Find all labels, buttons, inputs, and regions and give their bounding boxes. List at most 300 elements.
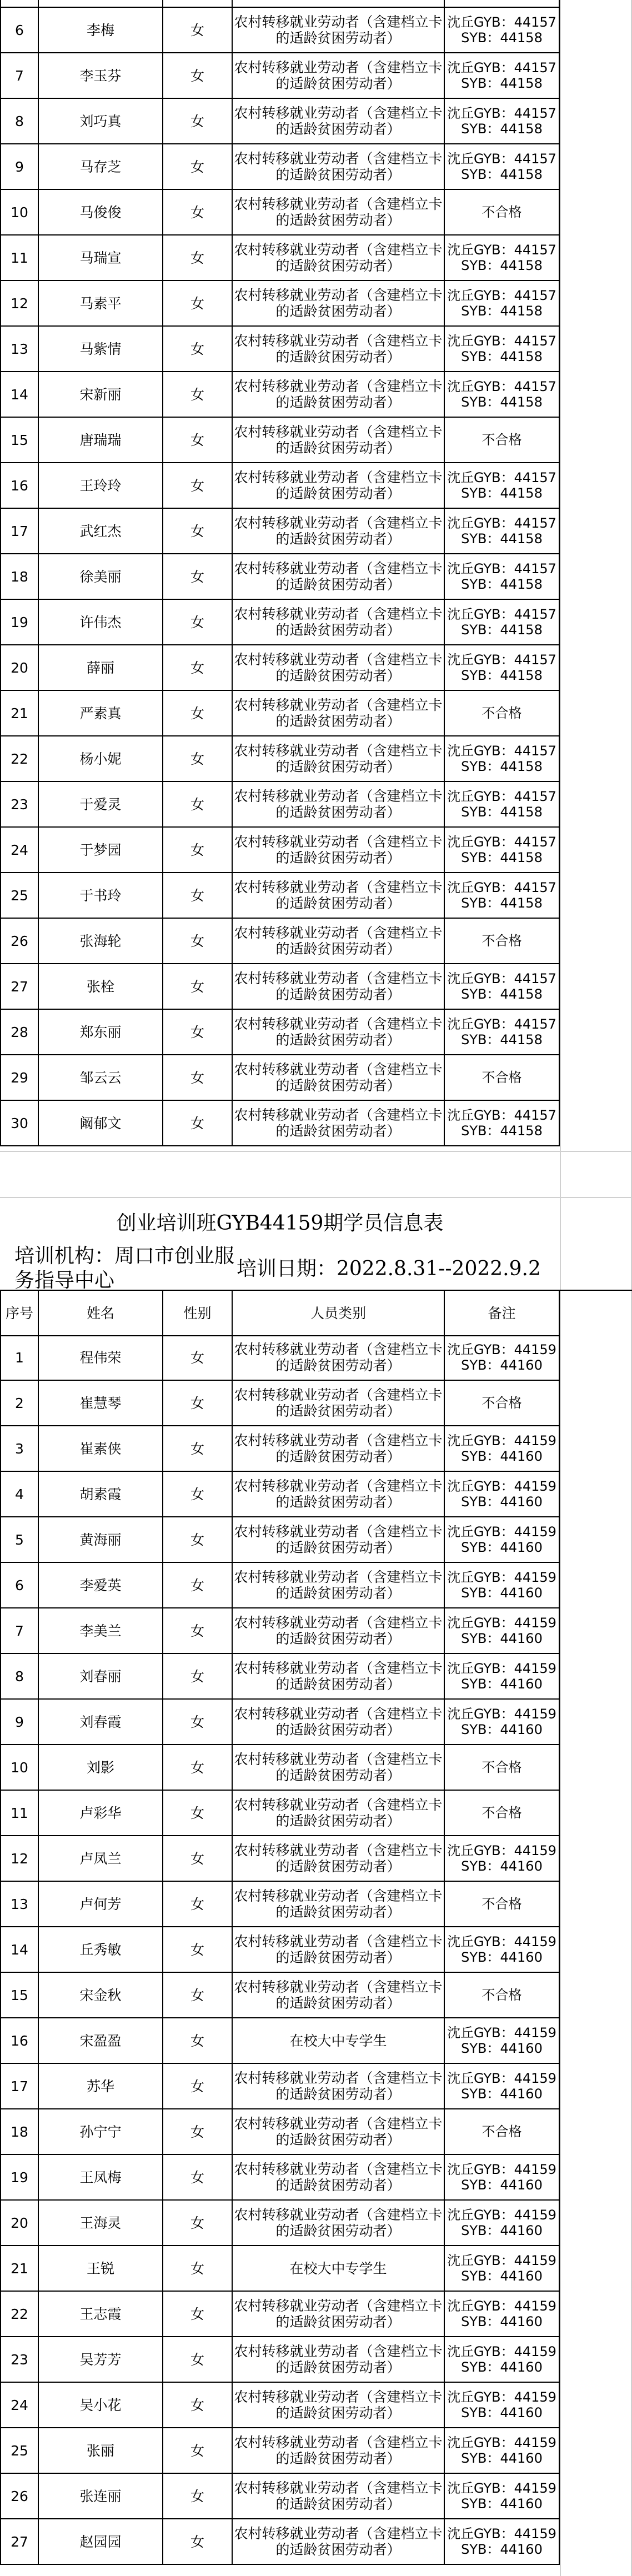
row-name: 胡素霞 (39, 1472, 163, 1517)
row-remark: 沈丘GYB：44159 SYB：44160 (445, 1927, 560, 1973)
row-index: 18 (0, 2109, 39, 2155)
row-category: 农村转移就业劳动者（含建档立卡的适龄贫困劳动者） (233, 99, 445, 144)
row-gender: 女 (163, 2064, 233, 2109)
row-index: 6 (0, 1563, 39, 1608)
row-name: 王海灵 (39, 2201, 163, 2246)
row-category: 农村转移就业劳动者（含建档立卡的适龄贫困劳动者） (233, 1882, 445, 1927)
header-remark: 备注 (445, 1291, 560, 1336)
row-name: 邹云云 (39, 1055, 163, 1101)
row-name: 王玲玲 (39, 463, 163, 509)
row-gender: 女 (163, 1973, 233, 2018)
table-row (0, 53, 632, 99)
table-row (0, 2519, 632, 2565)
row-category: 农村转移就业劳动者（含建档立卡的适龄贫困劳动者） (233, 2383, 445, 2428)
row-gender: 女 (163, 327, 233, 372)
row-category: 农村转移就业劳动者（含建档立卡的适龄贫困劳动者） (233, 1055, 445, 1101)
row-category: 农村转移就业劳动者（含建档立卡的适龄贫困劳动者） (233, 2337, 445, 2383)
row-remark: 沈丘GYB：44157 SYB：44158 (445, 1010, 560, 1055)
row-name: 刘巧真 (39, 99, 163, 144)
row-name: 卢何芳 (39, 1882, 163, 1927)
row-remark: 不合格 (445, 1882, 560, 1927)
row-gender: 女 (163, 1472, 233, 1517)
row-gender: 女 (163, 919, 233, 964)
row-gender: 女 (163, 2246, 233, 2292)
row-gender: 女 (163, 1700, 233, 1745)
row-category: 农村转移就业劳动者（含建档立卡的适龄贫困劳动者） (233, 554, 445, 600)
table-row (0, 1381, 632, 1426)
row-category: 农村转移就业劳动者（含建档立卡的适龄贫困劳动者） (233, 919, 445, 964)
row-remark: 不合格 (445, 1745, 560, 1791)
row-gender: 女 (163, 1101, 233, 1146)
row-remark: 沈丘GYB：44157 SYB：44158 (445, 53, 560, 99)
row-remark: 沈丘GYB：44157 SYB：44158 (445, 235, 560, 281)
table-row (0, 190, 632, 235)
table-row (0, 8, 632, 53)
row-index: 28 (0, 1010, 39, 1055)
row-remark: 沈丘GYB：44159 SYB：44160 (445, 1517, 560, 1563)
table-row (0, 1700, 632, 1745)
row-index: 8 (0, 99, 39, 144)
table-row (0, 281, 632, 327)
row-gender: 女 (163, 144, 233, 190)
table-row (0, 1010, 632, 1055)
table-row (0, 554, 632, 600)
table-row (0, 828, 632, 873)
row-remark: 沈丘GYB：44159 SYB：44160 (445, 2064, 560, 2109)
row-index: 15 (0, 1973, 39, 2018)
row-category: 农村转移就业劳动者（含建档立卡的适龄贫困劳动者） (233, 1563, 445, 1608)
row-category: 农村转移就业劳动者（含建档立卡的适龄贫困劳动者） (233, 2109, 445, 2155)
row-gender: 女 (163, 281, 233, 327)
row-index: 14 (0, 372, 39, 418)
row-remark: 沈丘GYB：44159 SYB：44160 (445, 1836, 560, 1882)
row-category: 农村转移就业劳动者（含建档立卡的适龄贫困劳动者） (233, 1472, 445, 1517)
row-name: 许伟杰 (39, 600, 163, 645)
row-remark: 沈丘GYB：44159 SYB：44160 (445, 1472, 560, 1517)
row-index: 15 (0, 418, 39, 463)
row-index: 25 (0, 2428, 39, 2474)
row-gender: 女 (163, 2337, 233, 2383)
table-row (0, 99, 632, 144)
table-row (0, 1055, 632, 1101)
row-remark: 沈丘GYB：44159 SYB：44160 (445, 1654, 560, 1700)
row-category: 农村转移就业劳动者（含建档立卡的适龄贫困劳动者） (233, 8, 445, 53)
row-category: 农村转移就业劳动者（含建档立卡的适龄贫困劳动者） (233, 2292, 445, 2337)
row-name: 唐瑞瑞 (39, 418, 163, 463)
row-index: 12 (0, 1836, 39, 1882)
row-index: 27 (0, 964, 39, 1010)
row-remark: 沈丘GYB：44157 SYB：44158 (445, 509, 560, 554)
row-category: 农村转移就业劳动者（含建档立卡的适龄贫困劳动者） (233, 691, 445, 736)
table-row (0, 1836, 632, 1882)
row-index: 8 (0, 1654, 39, 1700)
row-remark: 不合格 (445, 1055, 560, 1101)
table-row (0, 1882, 632, 1927)
row-index: 6 (0, 8, 39, 53)
row-index: 9 (0, 144, 39, 190)
row-category: 农村转移就业劳动者（含建档立卡的适龄贫困劳动者） (233, 1700, 445, 1745)
row-name: 张丽 (39, 2428, 163, 2474)
table-row (0, 509, 632, 554)
row-category: 农村转移就业劳动者（含建档立卡的适龄贫困劳动者） (233, 1927, 445, 1973)
row-category: 农村转移就业劳动者（含建档立卡的适龄贫困劳动者） (233, 1973, 445, 2018)
row-gender: 女 (163, 1882, 233, 1927)
row-gender: 女 (163, 645, 233, 691)
table-row (0, 1563, 632, 1608)
row-category: 农村转移就业劳动者（含建档立卡的适龄贫困劳动者） (233, 645, 445, 691)
row-remark: 不合格 (445, 2109, 560, 2155)
table-row (0, 964, 632, 1010)
row-category: 农村转移就业劳动者（含建档立卡的适龄贫困劳动者） (233, 190, 445, 235)
row-name: 马紫情 (39, 327, 163, 372)
row-name: 于爱灵 (39, 782, 163, 828)
row-gender: 女 (163, 1836, 233, 1882)
row-name: 马俊俊 (39, 190, 163, 235)
row-remark: 沈丘GYB：44159 SYB：44160 (445, 1563, 560, 1608)
row-name: 卢彩华 (39, 1791, 163, 1836)
row-gender: 女 (163, 235, 233, 281)
row-name: 郑东丽 (39, 1010, 163, 1055)
table-b-title: 创业培训班GYB44159期学员信息表 (116, 1212, 444, 1235)
row-name: 薛丽 (39, 645, 163, 691)
row-index: 26 (0, 2474, 39, 2519)
row-name: 王锐 (39, 2246, 163, 2292)
row-index: 13 (0, 327, 39, 372)
table-row (0, 2383, 632, 2428)
table-b-header-row (0, 1290, 632, 1336)
row-remark: 沈丘GYB：44157 SYB：44158 (445, 645, 560, 691)
row-remark: 沈丘GYB：44157 SYB：44158 (445, 736, 560, 782)
row-category: 农村转移就业劳动者（含建档立卡的适龄贫困劳动者） (233, 782, 445, 828)
table-row (0, 919, 632, 964)
row-index: 18 (0, 554, 39, 600)
row-category: 农村转移就业劳动者（含建档立卡的适龄贫困劳动者） (233, 281, 445, 327)
table-row (0, 2474, 632, 2519)
row-name: 孙宁宁 (39, 2109, 163, 2155)
row-remark: 沈丘GYB：44157 SYB：44158 (445, 8, 560, 53)
row-gender: 女 (163, 2201, 233, 2246)
row-name: 刘影 (39, 1745, 163, 1791)
row-index: 27 (0, 2519, 39, 2565)
table-row (0, 2292, 632, 2337)
table-row (0, 782, 632, 828)
table-row (0, 2246, 632, 2292)
table-row (0, 1472, 632, 1517)
table-row (0, 1791, 632, 1836)
row-remark: 沈丘GYB：44157 SYB：44158 (445, 782, 560, 828)
row-category: 农村转移就业劳动者（含建档立卡的适龄贫困劳动者） (233, 1608, 445, 1654)
row-remark: 沈丘GYB：44157 SYB：44158 (445, 1101, 560, 1146)
training-org-label: 培训机构：周口市创业服务指导中心 (14, 1245, 235, 1292)
row-remark: 沈丘GYB：44157 SYB：44158 (445, 828, 560, 873)
row-remark: 不合格 (445, 919, 560, 964)
row-remark: 沈丘GYB：44159 SYB：44160 (445, 1700, 560, 1745)
row-index: 26 (0, 919, 39, 964)
row-index: 20 (0, 645, 39, 691)
row-category: 农村转移就业劳动者（含建档立卡的适龄贫困劳动者） (233, 964, 445, 1010)
table-row (0, 1745, 632, 1791)
table-row (0, 2018, 632, 2064)
row-name: 武红杰 (39, 509, 163, 554)
table-row (0, 1101, 632, 1146)
row-name: 李玉芬 (39, 53, 163, 99)
row-remark: 沈丘GYB：44159 SYB：44160 (445, 2292, 560, 2337)
row-index: 2 (0, 1381, 39, 1426)
row-name: 吴芳芳 (39, 2337, 163, 2383)
row-category: 农村转移就业劳动者（含建档立卡的适龄贫困劳动者） (233, 1335, 445, 1381)
row-name: 宋金秋 (39, 1973, 163, 2018)
table-row (0, 2428, 632, 2474)
row-index: 17 (0, 509, 39, 554)
row-name: 杨小妮 (39, 736, 163, 782)
row-category: 农村转移就业劳动者（含建档立卡的适龄贫困劳动者） (233, 144, 445, 190)
row-index: 1 (0, 1335, 39, 1381)
row-remark: 沈丘GYB：44157 SYB：44158 (445, 144, 560, 190)
row-name: 马素平 (39, 281, 163, 327)
table-row (0, 144, 632, 190)
table-row (0, 1517, 632, 1563)
row-gender: 女 (163, 372, 233, 418)
row-gender: 女 (163, 2428, 233, 2474)
row-gender: 女 (163, 2018, 233, 2064)
row-category: 农村转移就业劳动者（含建档立卡的适龄贫困劳动者） (233, 1010, 445, 1055)
row-gender: 女 (163, 2109, 233, 2155)
row-gender: 女 (163, 190, 233, 235)
row-index: 29 (0, 1055, 39, 1101)
row-gender: 女 (163, 1010, 233, 1055)
row-index: 10 (0, 190, 39, 235)
row-index: 14 (0, 1927, 39, 1973)
table-row (0, 1426, 632, 1472)
row-gender: 女 (163, 53, 233, 99)
table-row (0, 2064, 632, 2109)
row-name: 刘春霞 (39, 1700, 163, 1745)
row-remark: 沈丘GYB：44157 SYB：44158 (445, 372, 560, 418)
row-name: 李美兰 (39, 1608, 163, 1654)
row-category: 农村转移就业劳动者（含建档立卡的适龄贫困劳动者） (233, 2064, 445, 2109)
row-index: 23 (0, 2337, 39, 2383)
row-name: 李爱英 (39, 1563, 163, 1608)
row-gender: 女 (163, 99, 233, 144)
row-gender: 女 (163, 418, 233, 463)
row-gender: 女 (163, 2155, 233, 2201)
row-index: 7 (0, 1608, 39, 1654)
row-category: 农村转移就业劳动者（含建档立卡的适龄贫困劳动者） (233, 600, 445, 645)
row-name: 宋新丽 (39, 372, 163, 418)
clipped-top-row (0, 0, 632, 8)
row-category: 农村转移就业劳动者（含建档立卡的适龄贫困劳动者） (233, 509, 445, 554)
row-gender: 女 (163, 1927, 233, 1973)
row-remark: 不合格 (445, 691, 560, 736)
row-category: 农村转移就业劳动者（含建档立卡的适龄贫困劳动者） (233, 873, 445, 919)
row-index: 25 (0, 873, 39, 919)
row-name: 丘秀敏 (39, 1927, 163, 1973)
row-gender: 女 (163, 463, 233, 509)
table-row (0, 645, 632, 691)
row-remark: 沈丘GYB：44157 SYB：44158 (445, 873, 560, 919)
row-gender: 女 (163, 1517, 233, 1563)
row-name: 徐美丽 (39, 554, 163, 600)
row-name: 张海轮 (39, 919, 163, 964)
row-name: 宋盈盈 (39, 2018, 163, 2064)
row-name: 马瑞宣 (39, 235, 163, 281)
row-category: 农村转移就业劳动者（含建档立卡的适龄贫困劳动者） (233, 418, 445, 463)
row-gender: 女 (163, 964, 233, 1010)
row-name: 崔素侠 (39, 1426, 163, 1472)
table-row (0, 1927, 632, 1973)
header-category: 人员类别 (233, 1291, 445, 1336)
row-category: 农村转移就业劳动者（含建档立卡的适龄贫困劳动者） (233, 372, 445, 418)
row-name: 崔慧琴 (39, 1381, 163, 1426)
row-remark: 沈丘GYB：44159 SYB：44160 (445, 1335, 560, 1381)
row-gender: 女 (163, 2474, 233, 2519)
row-index: 19 (0, 600, 39, 645)
table-row (0, 1654, 632, 1700)
row-gender: 女 (163, 828, 233, 873)
row-index: 21 (0, 2246, 39, 2292)
header-name: 姓名 (39, 1291, 163, 1336)
row-index: 24 (0, 828, 39, 873)
row-remark: 沈丘GYB：44159 SYB：44160 (445, 2155, 560, 2201)
row-index: 19 (0, 2155, 39, 2201)
row-name: 吴小花 (39, 2383, 163, 2428)
table-row (0, 600, 632, 645)
row-name: 赵园园 (39, 2519, 163, 2565)
table-row (0, 2109, 632, 2155)
table-row (0, 2155, 632, 2201)
row-gender: 女 (163, 8, 233, 53)
row-name: 马存芝 (39, 144, 163, 190)
table-row (0, 2337, 632, 2383)
row-gender: 女 (163, 1608, 233, 1654)
row-gender: 女 (163, 2292, 233, 2337)
row-index: 13 (0, 1882, 39, 1927)
row-category: 农村转移就业劳动者（含建档立卡的适龄贫困劳动者） (233, 2201, 445, 2246)
row-index: 4 (0, 1472, 39, 1517)
row-gender: 女 (163, 1381, 233, 1426)
row-index: 16 (0, 2018, 39, 2064)
row-name: 于梦园 (39, 828, 163, 873)
row-remark: 沈丘GYB：44159 SYB：44160 (445, 1426, 560, 1472)
table-row (0, 736, 632, 782)
row-category: 农村转移就业劳动者（含建档立卡的适龄贫困劳动者） (233, 53, 445, 99)
row-remark: 沈丘GYB：44159 SYB：44160 (445, 2519, 560, 2565)
row-remark: 沈丘GYB：44159 SYB：44160 (445, 2474, 560, 2519)
row-name: 王志霞 (39, 2292, 163, 2337)
row-category: 农村转移就业劳动者（含建档立卡的适龄贫困劳动者） (233, 2519, 445, 2565)
row-gender: 女 (163, 1654, 233, 1700)
row-index: 7 (0, 53, 39, 99)
table-row (0, 235, 632, 281)
row-remark: 不合格 (445, 190, 560, 235)
row-category: 农村转移就业劳动者（含建档立卡的适龄贫困劳动者） (233, 1101, 445, 1146)
row-gender: 女 (163, 782, 233, 828)
row-category: 农村转移就业劳动者（含建档立卡的适龄贫困劳动者） (233, 1517, 445, 1563)
row-gender: 女 (163, 1426, 233, 1472)
training-date-label: 培训日期：2022.8.31--2022.9.2 (237, 1257, 541, 1280)
row-category: 农村转移就业劳动者（含建档立卡的适龄贫困劳动者） (233, 1836, 445, 1882)
row-name: 李梅 (39, 8, 163, 53)
row-index: 10 (0, 1745, 39, 1791)
row-index: 3 (0, 1426, 39, 1472)
row-remark: 沈丘GYB：44159 SYB：44160 (445, 2428, 560, 2474)
table-row (0, 463, 632, 509)
row-category: 在校大中专学生 (233, 2246, 445, 2292)
row-index: 23 (0, 782, 39, 828)
table-row (0, 1608, 632, 1654)
row-index: 11 (0, 235, 39, 281)
row-gender: 女 (163, 1791, 233, 1836)
row-gender: 女 (163, 736, 233, 782)
row-remark: 沈丘GYB：44159 SYB：44160 (445, 2018, 560, 2064)
row-index: 5 (0, 1517, 39, 1563)
row-name: 王凤梅 (39, 2155, 163, 2201)
row-category: 农村转移就业劳动者（含建档立卡的适龄贫困劳动者） (233, 463, 445, 509)
row-remark: 沈丘GYB：44159 SYB：44160 (445, 2201, 560, 2246)
row-name: 严素真 (39, 691, 163, 736)
row-category: 农村转移就业劳动者（含建档立卡的适龄贫困劳动者） (233, 1745, 445, 1791)
row-remark: 沈丘GYB：44157 SYB：44158 (445, 554, 560, 600)
row-gender: 女 (163, 2519, 233, 2565)
row-gender: 女 (163, 1335, 233, 1381)
row-remark: 沈丘GYB：44157 SYB：44158 (445, 600, 560, 645)
row-name: 张连丽 (39, 2474, 163, 2519)
header-index: 序号 (0, 1291, 39, 1336)
row-index: 30 (0, 1101, 39, 1146)
row-name: 黄海丽 (39, 1517, 163, 1563)
row-name: 于书玲 (39, 873, 163, 919)
row-index: 22 (0, 736, 39, 782)
row-gender: 女 (163, 1563, 233, 1608)
row-name: 阚郁文 (39, 1101, 163, 1146)
table-row (0, 691, 632, 736)
row-gender: 女 (163, 1055, 233, 1101)
row-remark: 沈丘GYB：44159 SYB：44160 (445, 2337, 560, 2383)
row-gender: 女 (163, 600, 233, 645)
table-row (0, 327, 632, 372)
row-remark: 沈丘GYB：44159 SYB：44160 (445, 2246, 560, 2292)
row-gender: 女 (163, 691, 233, 736)
row-category: 农村转移就业劳动者（含建档立卡的适龄贫困劳动者） (233, 1381, 445, 1426)
row-index: 22 (0, 2292, 39, 2337)
row-gender: 女 (163, 509, 233, 554)
row-index: 9 (0, 1700, 39, 1745)
table-row (0, 372, 632, 418)
row-index: 24 (0, 2383, 39, 2428)
row-index: 11 (0, 1791, 39, 1836)
row-remark: 沈丘GYB：44157 SYB：44158 (445, 281, 560, 327)
row-category: 农村转移就业劳动者（含建档立卡的适龄贫困劳动者） (233, 327, 445, 372)
row-category: 农村转移就业劳动者（含建档立卡的适龄贫困劳动者） (233, 235, 445, 281)
header-gender: 性别 (163, 1291, 233, 1336)
row-remark: 不合格 (445, 418, 560, 463)
table-row (0, 2201, 632, 2246)
row-category: 农村转移就业劳动者（含建档立卡的适龄贫困劳动者） (233, 2474, 445, 2519)
row-remark: 不合格 (445, 1791, 560, 1836)
row-name: 刘春丽 (39, 1654, 163, 1700)
row-remark: 沈丘GYB：44157 SYB：44158 (445, 964, 560, 1010)
row-name: 张栓 (39, 964, 163, 1010)
row-category: 农村转移就业劳动者（含建档立卡的适龄贫困劳动者） (233, 828, 445, 873)
row-remark: 沈丘GYB：44157 SYB：44158 (445, 463, 560, 509)
row-name: 卢凤兰 (39, 1836, 163, 1882)
row-gender: 女 (163, 2383, 233, 2428)
row-remark: 沈丘GYB：44157 SYB：44158 (445, 99, 560, 144)
row-remark: 沈丘GYB：44159 SYB：44160 (445, 1608, 560, 1654)
row-remark: 沈丘GYB：44159 SYB：44160 (445, 2383, 560, 2428)
row-index: 16 (0, 463, 39, 509)
row-category: 农村转移就业劳动者（含建档立卡的适龄贫困劳动者） (233, 1654, 445, 1700)
